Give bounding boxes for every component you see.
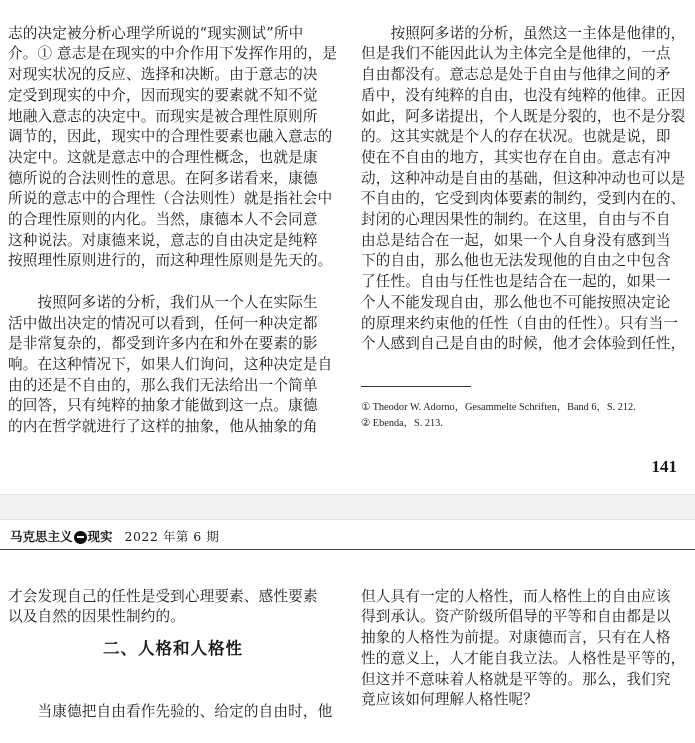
journal-logo-icon: [74, 531, 87, 544]
page1-right-column: [361, 3, 688, 376]
page-number: 141: [651, 457, 677, 476]
paragraph: 才会发现自己的任性是受到心理要素、感性要素 以及自然的因果性制约的。: [8, 587, 318, 626]
page-separator: [0, 494, 695, 520]
page1-left-column: [8, 3, 338, 458]
footnote-divider: [361, 386, 471, 387]
paragraph: 志的决定被分析心理学所说的“现实测试”所中 介。① 意志是在现实的中介作用下发挥作用的，是 对现实状况的反应、选择和决断。由于意志的决 定受到现实的中介，因而现实的要素就不知不觉 地融入意志的决定中。而现实是被合理性原则所 调节的，因此，现实中的合理性要素也融入意志的 决定中。这就是意志中的合理性概念，也就是康 德所说的合法则性的意思。在阿多诺看来，康德 所说的意志中的合理性（合法则性）就是指社会中 的合理性原则的内化。当然，康德本人不会同意 这种说法。对康德来说，意志的自由决定是纯粹 按照理性原则进行的，而这种理性原则是先天的。: [8, 24, 338, 270]
issue-label: 2022 年第 6 期: [124, 529, 220, 544]
journal-title-part2: 现实: [87, 529, 113, 544]
footnote-2: ② Ebenda，S. 213.: [361, 418, 443, 429]
section-title: 二、人格和人格性: [103, 639, 243, 658]
paragraph: 当康德把自由看作先验的、给定的自由时，他: [8, 702, 333, 720]
footnotes: [361, 400, 688, 432]
footnote-1: ① Theodor W. Adorno，Gesammelte Schriften，Band 6，S. 212.: [361, 402, 636, 413]
paragraph: 按照阿多诺的分析，虽然这一主体是他律的， 但是我们不能因此认为主体完全是他律的，一点 自由都没有。意志总是处于自由与他律之间的矛 盾中，没有纯粹的自由，也没有纯粹的他律。正因 如此，阿多诺提出，个人既是分裂的，也不是分裂 的。这其实就是个人的存在状况。也就是说，即 使在不自由的地方，其实也存在自由。意志有冲 动，这种冲动是自由的基础，但这种冲动也可以是 不自由的，它受到肉体要素的制约，受到内在的、 封闭的心理因果性的制约。在这里，自由与不自 由总是结合在一起，如果一个人自身没有感到当 下的自由，那么他也无法发现他的自由之中包含 了任性。自由与任性也是结合在一起的，如果一 个人不能发现自由，那么他也不可能按照决定论 的原理来约束他的任性（自由的任性）。只有当一 个人感到自己是自由的时候，他才会体验到任性，: [361, 24, 686, 353]
journal-title-part1: 马克思主义: [10, 529, 73, 544]
paragraph: 但人具有一定的人格性，而人格性上的自由应该 得到承认。资产阶级所倡导的平等和自由都是以 抽象的人格性为前提。对康德而言，只有在人格 性的意义上，人才能自我立法。人格性是平等的， 但这并不意味着人格就是平等的。那么，我们究 竟应该如何理解人格性呢？: [361, 587, 686, 709]
header-rule: [0, 549, 695, 550]
running-header: [10, 525, 687, 549]
page2-right-column: [361, 566, 688, 732]
paragraph: 按照阿多诺的分析，我们从一个人在实际生 活中做出决定的情况可以看到，任何一种决定都 是非常复杂的，都受到许多内在和外在要素的影 响。在这种情况下，如果人们询问，这种决定是自 由的还是不自由的，那么我们无法给出一个简单 的回答，只有纯粹的抽象才能做到这一点。康德 的内在哲学就进行了这样的抽象，他从抽象的角: [8, 293, 333, 436]
page2-left-bottom: [8, 681, 338, 743]
